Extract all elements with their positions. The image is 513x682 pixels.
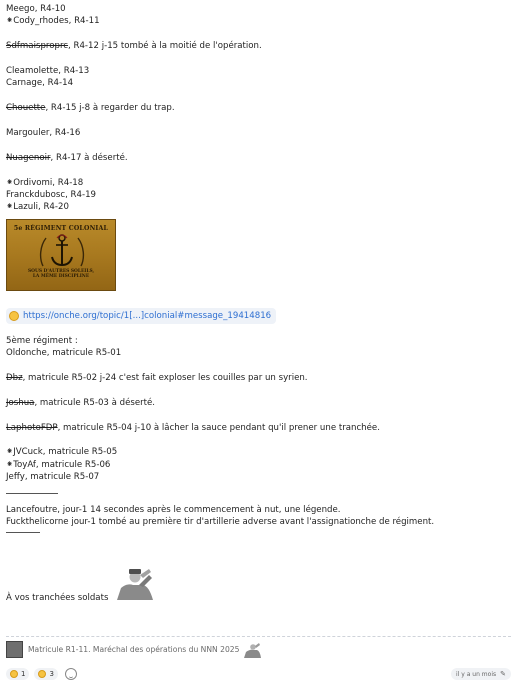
struck-name: Chouette — [6, 103, 46, 114]
post-signature — [6, 636, 511, 658]
grin-emoji-icon — [38, 670, 46, 678]
roster-line: Franckdubosc, R4-19 — [6, 190, 97, 200]
roster-line: Jeffy, matricule R5-07 — [6, 472, 100, 483]
roster-detail: , R4-17 à déserté. — [50, 152, 128, 163]
roster-line: ⁕ToyAf, matricule R5-06 — [6, 459, 111, 470]
struck-name: LaphotoFDP — [6, 422, 58, 433]
roster-line-fallen — [6, 102, 507, 114]
legend-line: Lancefoutre, jour-1 14 secondes après le commencement à nut, une légende. — [6, 504, 341, 515]
roster-detail: , matricule R5-02 j-24 c'est fait exploser les couilles par un syrien. — [22, 373, 308, 384]
roster-line-fallen — [6, 40, 507, 52]
laugh-emoji-icon — [10, 670, 18, 678]
post-timestamp[interactable] — [451, 668, 511, 680]
timestamp-text: il y a un mois — [456, 670, 497, 678]
roster-detail: , matricule R5-03 à déserté. — [34, 397, 156, 408]
roster-detail: , matricule R5-04 j-10 à lâcher la sauce pendant qu'il prener une tranchée. — [57, 422, 380, 433]
roster-line: Margouler, R4-16 — [6, 128, 81, 138]
add-reaction-icon[interactable] — [65, 668, 77, 680]
roster-detail: , R4-15 j-8 à regarder du trap. — [45, 103, 175, 114]
anchor-emblem-icon — [37, 232, 87, 270]
roster-line-fallen — [6, 397, 507, 409]
roster-line-fallen — [6, 372, 507, 384]
reaction-chip[interactable] — [34, 668, 57, 680]
roster-line: ⁕JVCuck, matricule R5-05 — [6, 447, 118, 458]
reaction-count: 1 — [21, 670, 26, 678]
saluting-soldier-icon — [242, 642, 262, 658]
roster-line: ⁕Ordivomi, R4-18 — [6, 177, 84, 188]
struck-name: Sdfmaisproprc — [6, 41, 69, 52]
topic-link-preview[interactable] — [6, 308, 276, 324]
topic-link[interactable]: https://onche.org/topic/1[...]colonial#message_19414816 — [23, 310, 272, 321]
struck-name: Dbz — [6, 373, 23, 384]
roster-detail: , R4-12 j-15 tombé à la moitié de l'opération. — [68, 41, 262, 52]
roster-line-fallen — [6, 422, 507, 434]
flag-title: 5e RÉGIMENT COLONIAL — [13, 224, 109, 232]
reaction-bar — [6, 668, 511, 680]
flag-motto-line: SOUS D'AUTRES SOLEILS, — [28, 268, 94, 274]
reaction-chip[interactable] — [6, 668, 29, 680]
flag-motto — [7, 269, 115, 280]
reaction-count: 3 — [49, 670, 54, 678]
roster-line: Oldonche, matricule R5-01 — [6, 348, 122, 359]
smiley-icon — [9, 311, 19, 321]
closing-text: À vos tranchées soldats — [6, 593, 109, 604]
regiment-flag-image[interactable] — [6, 219, 116, 291]
flag-motto-line: LA MÊME DISCIPLINE — [32, 274, 90, 280]
pencil-icon: ✎ — [500, 670, 506, 678]
signature-avatar — [6, 641, 23, 658]
roster-line-fallen — [6, 152, 507, 164]
roster-line: ⁕Cody_rhodes, R4-11 — [6, 16, 100, 27]
roster-line: Meego, R4-10 — [6, 4, 66, 14]
roster-line: ⁕Lazuli, R4-20 — [6, 202, 69, 213]
legend-line: Fuckthelicorne jour-1 tombé au première tir d'artillerie adverse avant l'assignationche de régiment. — [6, 517, 435, 528]
roster-line: Carnage, R4-14 — [6, 78, 74, 89]
closing-line — [6, 566, 507, 608]
roster-line: Cleamolette, R4-13 — [6, 66, 90, 76]
saluting-soldier-sticker — [113, 566, 157, 608]
struck-name: Nuagenoir — [6, 152, 51, 163]
signature-text: Matricule R1-11. Maréchal des opérations du NNN 2025 — [28, 645, 240, 654]
struck-name: Joshua — [6, 397, 35, 408]
regiment-heading: 5ème régiment : — [6, 335, 78, 346]
